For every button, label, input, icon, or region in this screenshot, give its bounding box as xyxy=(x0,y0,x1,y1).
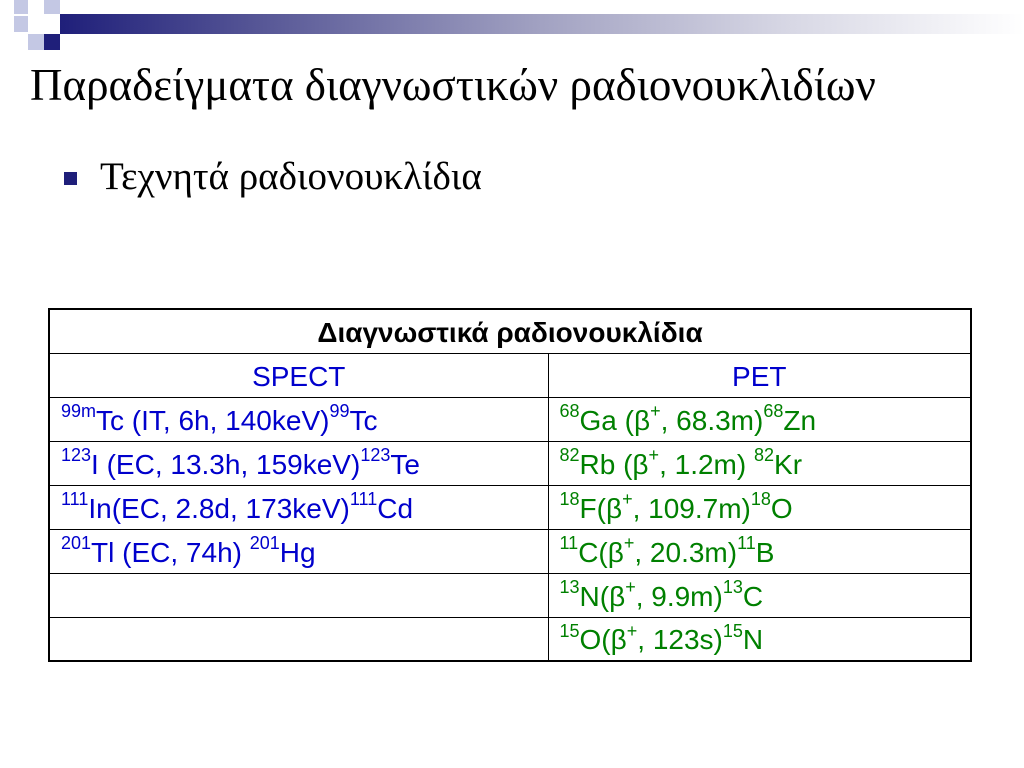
cell-pet xyxy=(548,617,971,661)
text-run: N xyxy=(742,624,764,656)
cell-pet xyxy=(548,573,971,617)
superscript: 123 xyxy=(360,444,391,465)
slide-title: Παραδείγματα διαγνωστικών ραδιονουκλιδίων xyxy=(30,60,876,110)
column-header-spect: SPECT xyxy=(49,353,548,397)
superscript: 99 xyxy=(329,400,350,421)
text-run: Kr xyxy=(774,448,803,480)
bullet-item xyxy=(64,154,504,200)
text-run: C xyxy=(742,580,764,612)
text-run: O(β xyxy=(579,624,627,656)
cell-pet xyxy=(548,529,971,573)
decorative-square xyxy=(14,0,28,14)
text-run: F(β xyxy=(579,492,623,524)
bullet-text: Τεχνητά ραδιονουκλίδια xyxy=(100,155,482,198)
decorative-square xyxy=(44,0,60,14)
superscript: 18 xyxy=(750,488,771,509)
cell-pet xyxy=(548,397,971,441)
text-run: B xyxy=(755,536,775,568)
text-run: , 123s) xyxy=(637,624,723,656)
superscript: 15 xyxy=(722,620,743,641)
superscript: 123 xyxy=(61,444,92,465)
text-run: , 20.3m) xyxy=(634,536,738,568)
cell-spect xyxy=(49,529,548,573)
text-run: N(β xyxy=(579,580,626,612)
table-caption: Διαγνωστικά ραδιονουκλίδια xyxy=(49,309,971,353)
decorative-square xyxy=(28,34,44,50)
cell-pet xyxy=(548,441,971,485)
superscript: 15 xyxy=(559,620,580,641)
superscript: + xyxy=(625,576,636,597)
superscript: 201 xyxy=(61,532,92,553)
column-header-pet: PET xyxy=(548,353,971,397)
superscript: 68 xyxy=(763,400,784,421)
superscript: 13 xyxy=(722,576,743,597)
table-row xyxy=(49,529,971,573)
superscript: 18 xyxy=(559,488,580,509)
table-row xyxy=(49,485,971,529)
text-run: Tc xyxy=(349,404,378,436)
superscript: 111 xyxy=(349,488,378,509)
superscript: 13 xyxy=(559,576,580,597)
table-header-row xyxy=(49,353,971,397)
superscript: 201 xyxy=(249,532,280,553)
text-run: Cd xyxy=(377,492,414,524)
table-row xyxy=(49,397,971,441)
cell-spect xyxy=(49,397,548,441)
superscript: + xyxy=(648,444,660,465)
text-run: In(EC, 2.8d, 173keV) xyxy=(88,492,350,524)
text-run: Te xyxy=(390,448,420,480)
decorative-square xyxy=(14,16,28,32)
superscript: + xyxy=(626,620,638,641)
superscript: 111 xyxy=(61,488,89,509)
radionuclide-table xyxy=(48,308,972,662)
table-row xyxy=(49,573,971,617)
table-row xyxy=(49,441,971,485)
text-run: , 109.7m) xyxy=(632,492,751,524)
table-caption-row xyxy=(49,309,971,353)
text-run: , 9.9m) xyxy=(635,580,723,612)
text-run: Ga (β xyxy=(579,404,651,436)
table-row xyxy=(49,617,971,661)
square-bullet-icon xyxy=(64,172,77,185)
superscript: 99m xyxy=(61,400,97,421)
text-run: , 1.2m) xyxy=(659,448,754,480)
superscript: + xyxy=(650,400,661,421)
header-gradient-bar xyxy=(60,14,1024,34)
cell-spect xyxy=(49,485,548,529)
text-run: Rb (β xyxy=(579,448,649,480)
text-run: Tc (IT, 6h, 140keV) xyxy=(96,404,330,436)
superscript: 82 xyxy=(753,444,775,465)
text-run: , 68.3m) xyxy=(660,404,764,436)
superscript: 68 xyxy=(559,400,580,421)
text-run: Hg xyxy=(279,536,316,568)
table-container xyxy=(48,308,970,662)
cell-spect xyxy=(49,441,548,485)
text-run: O xyxy=(770,492,793,524)
cell-spect xyxy=(49,573,548,617)
cell-pet xyxy=(548,485,971,529)
superscript: 11 xyxy=(737,532,756,553)
superscript: + xyxy=(622,488,633,509)
text-run: Zn xyxy=(783,404,817,436)
text-run: C(β xyxy=(578,536,624,568)
superscript: 82 xyxy=(559,444,580,465)
cell-spect xyxy=(49,617,548,661)
text-run: I (EC, 13.3h, 159keV) xyxy=(91,448,361,480)
decorative-square xyxy=(44,34,60,50)
superscript: 11 xyxy=(559,532,579,553)
text-run: Tl (EC, 74h) xyxy=(91,536,250,568)
superscript: + xyxy=(623,532,635,553)
